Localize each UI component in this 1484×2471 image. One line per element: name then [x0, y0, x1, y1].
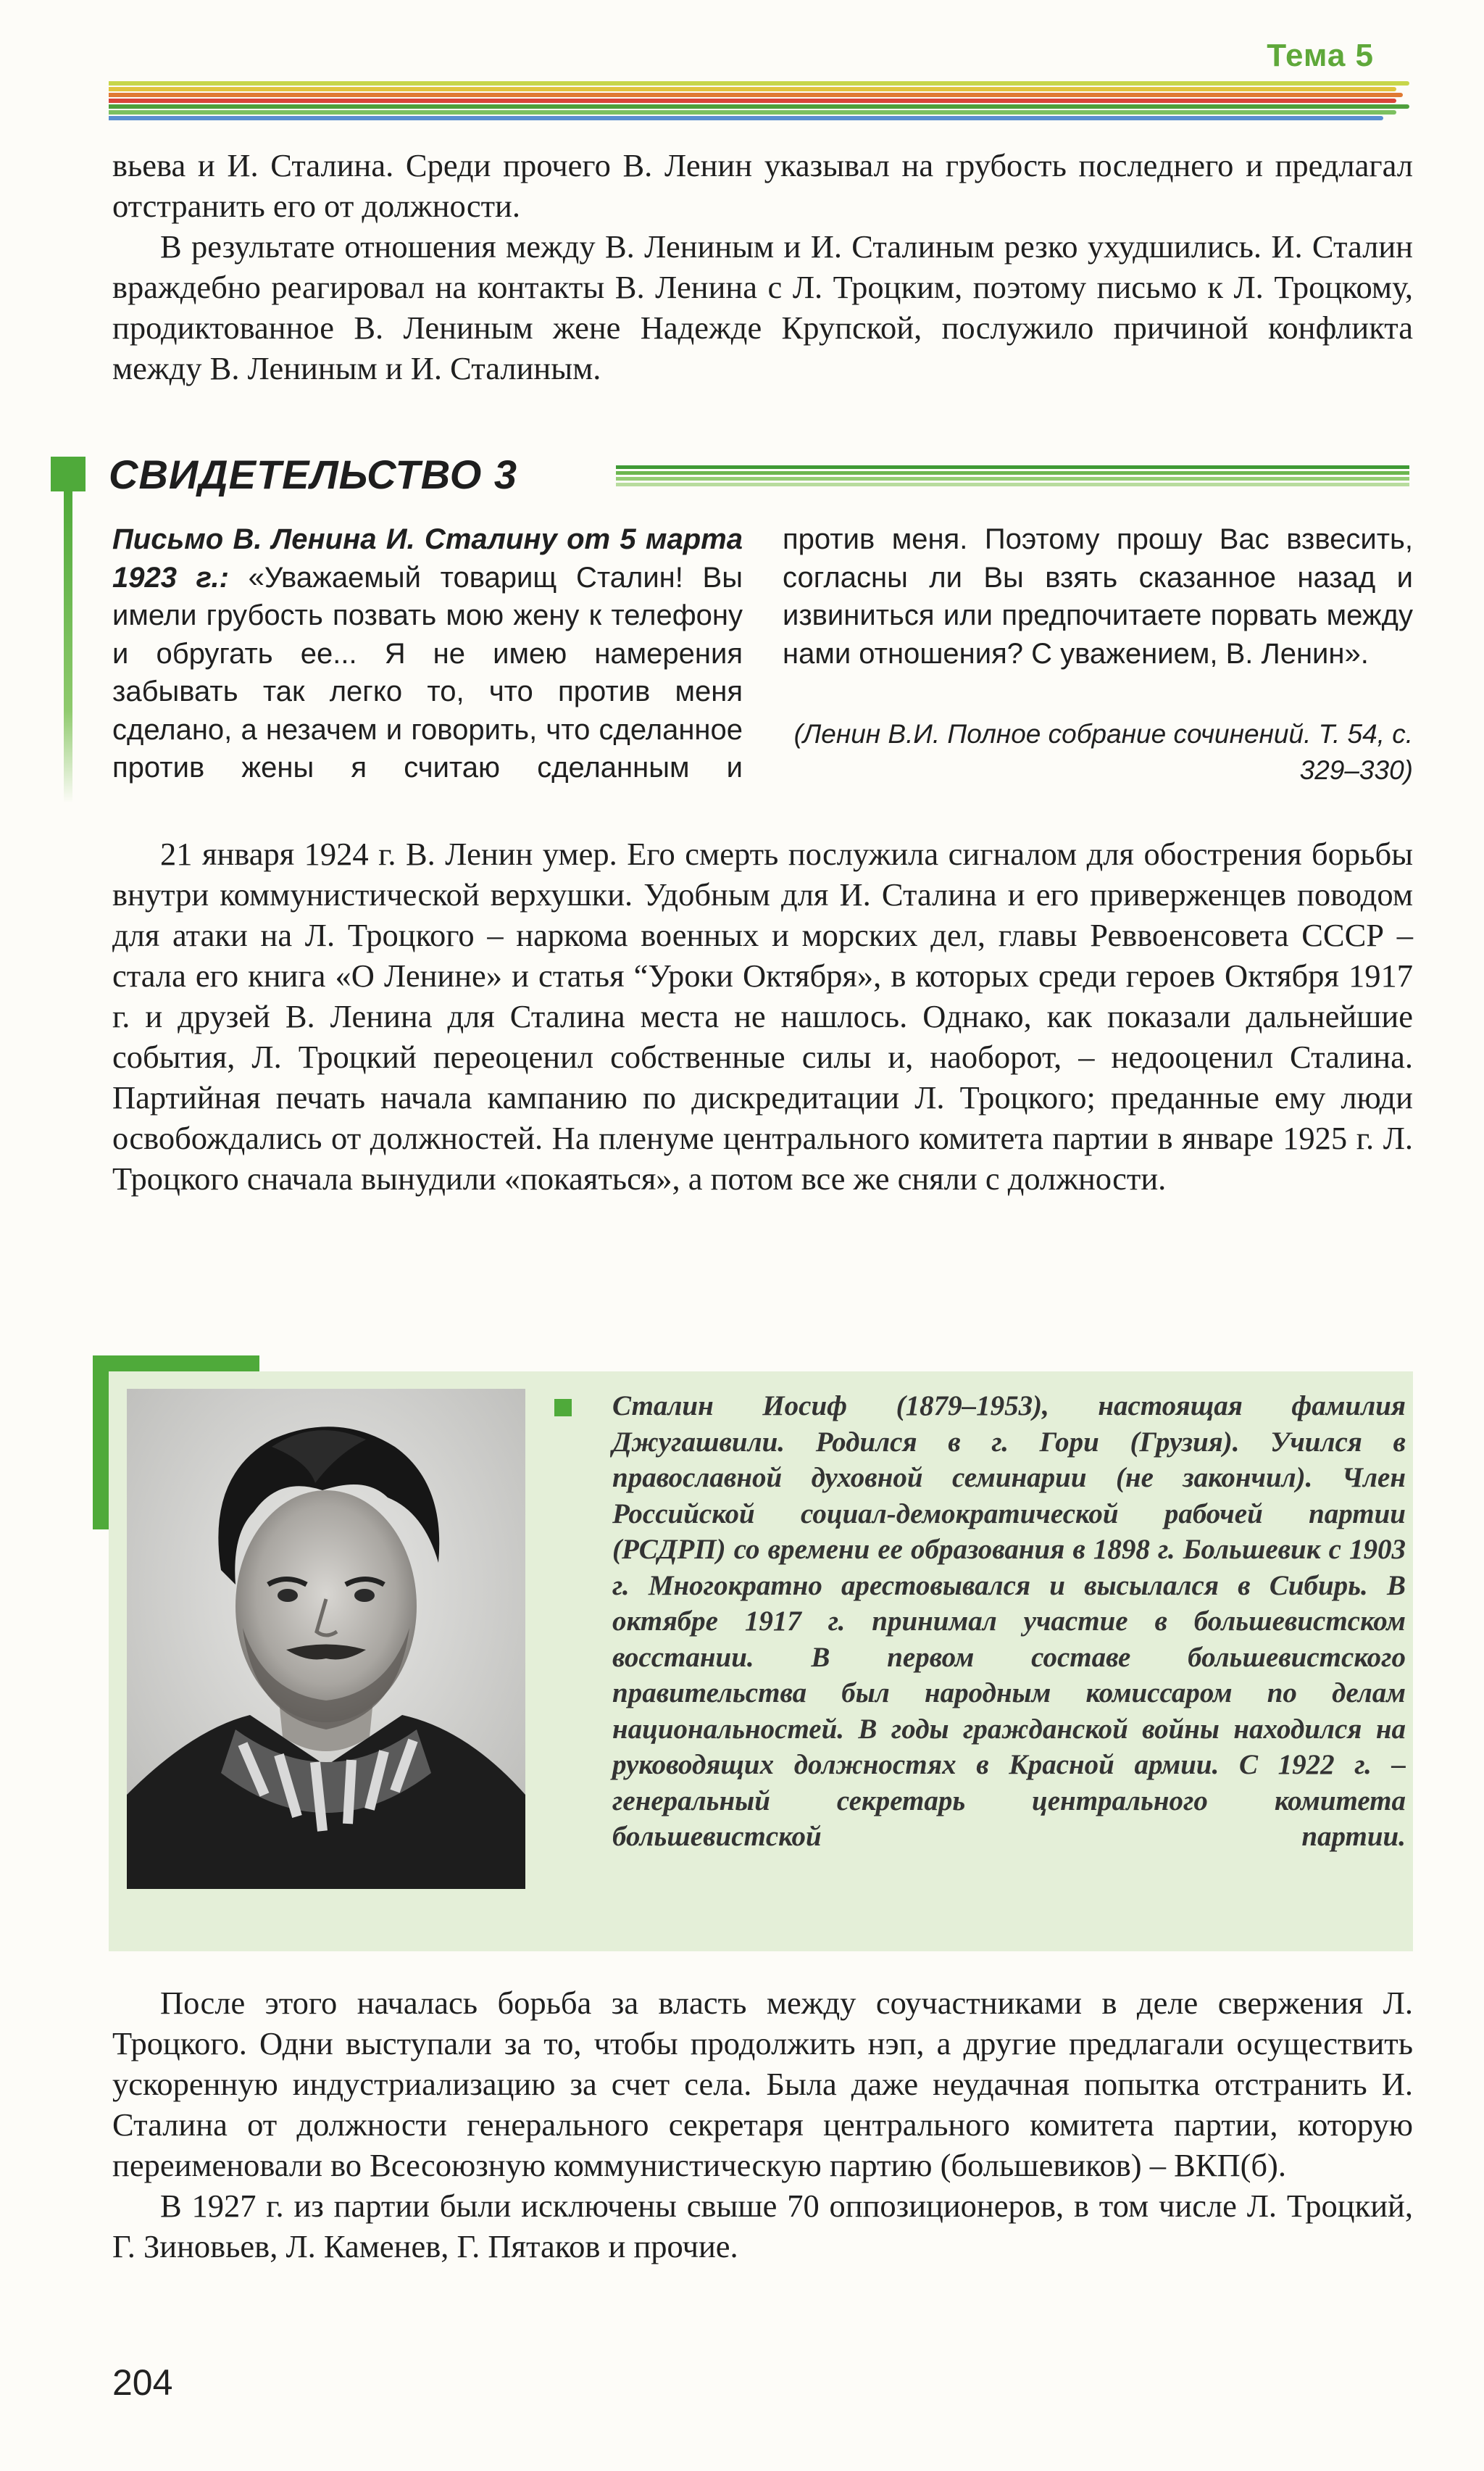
evidence-marker: [51, 457, 86, 491]
bio-name: Сталин Иосиф: [612, 1390, 848, 1421]
evidence-text-left: [112, 520, 743, 787]
page-number: 204: [112, 2362, 173, 2403]
evidence-text-right: против меня. Поэтому прошу Вас взвесить, согласны ли Вы взять сказанное назад и извиниться или предпочитаете порвать между нами отношения? С уважением, В. Ленин».: [783, 523, 1413, 670]
evidence-source: (Ленин В.И. Полное собрание сочинений. Т. 54, с. 329–330): [793, 719, 1413, 785]
bio-description: (1879–1953), настоящая фамилия Джугашвили. Родился в г. Гори (Грузия). Учился в православной духовной семинарии (не закончил). Член Российской социал-демократической рабочей партии (РСДРП) со времени ее образования в 1898 г. Большевик с 1903 г. Многократно арестовывался и высылался в Сибирь. В октябре 1917 г. принимал участие в большевистском восстании. В первом составе большевистского правительства был народным комиссаром по делам национальностей. В годы гражданской войны находился на руководящих должностях в Красной армии. С 1922 г. – генеральный секретарь центрального комитета большевистской партии.: [612, 1390, 1406, 1852]
evidence-heading-lines: [616, 465, 1409, 489]
portrait-photo-icon: [127, 1389, 525, 1889]
bio-text: [612, 1388, 1406, 1855]
bio-corner-accent-vertical: [93, 1355, 109, 1529]
evidence-heading: СВИДЕТЕЛЬСТВО 3: [109, 452, 518, 497]
evidence-side-line: [64, 491, 72, 803]
header-stripes: [109, 81, 1409, 126]
bottom-text: [112, 1982, 1413, 2267]
paragraph: После этого началась борьба за власть между соучастниками в деле свержения Л. Троцкого. Одни выступали за то, чтобы продолжить нэп, а другие предлагали осуществить ускоренную индустриализацию за счет села. Была даже неудачная попытка отстранить И. Сталина от должности генерального секретаря центрального комитета партии, которую переименовали во Всесоюзную коммунистическую партию (большевиков) – ВКП(б).: [112, 1985, 1413, 2183]
evidence-quote-part-1: «Уважаемый товарищ Сталин! Вы имели грубость позвать мою жену к телефону и обругать ее... Я не имею намерения забывать так легко то, что против меня сделано, а незачем и говорить, что сделанное против жены я считаю сделанным и: [112, 561, 743, 784]
bio-bullet: [554, 1399, 572, 1416]
middle-text: [112, 834, 1413, 1199]
paragraph: 21 января 1924 г. В. Ленин умер. Его смерть послужила сигналом для обострения борьбы внутри коммунистической верхушки. Удобным для И. Сталина и его приверженцев поводом для атаки на Л. Троцкого – наркома военных и морских дел, главы Реввоенсовета СССР – стала его книга «О Ленине» и статья “Уроки Октября», в которых среди героев Октября 1917 г. и друзей В. Ленина для Сталина места не нашлось. Однако, как показали дальнейшие события, Л. Троцкий переоценил собственные силы и, наоборот, – недооценил Сталина. Партийная печать начала кампанию по дискредитации Л. Троцкого; преданные ему люди освобождались от должностей. На пленуме центрального комитета партии в январе 1925 г. Л. Троцкого сначала вынудили «покаяться», а потом все же сняли с должности.: [112, 836, 1413, 1197]
paragraph: В 1927 г. из партии были исключены свыше 70 оппозиционеров, в том числе Л. Троцкий, Г. Зиновьев, Л. Каменев, Г. Пятаков и прочие.: [112, 2188, 1413, 2264]
paragraph: вьева и И. Сталина. Среди прочего В. Ленин указывал на грубость последнего и предлагал отстранить его от должности.: [112, 147, 1413, 224]
paragraph: В результате отношения между В. Лениным и И. Сталиным резко ухудшились. И. Сталин враждебно реагировал на контакты В. Ленина с Л. Троцким, поэтому письмо к Л. Троцкому, продиктованное В. Лениным жене Надежде Крупской, послужило причиной конфликта между В. Лениным и И. Сталиным.: [112, 228, 1413, 386]
top-text: [112, 145, 1413, 389]
bio-corner-accent: [93, 1355, 259, 1371]
theme-label: Тема 5: [1267, 38, 1374, 73]
evidence-lead: Письмо В. Ленина И. Сталину от 5 марта 1923 г.:: [112, 523, 743, 594]
